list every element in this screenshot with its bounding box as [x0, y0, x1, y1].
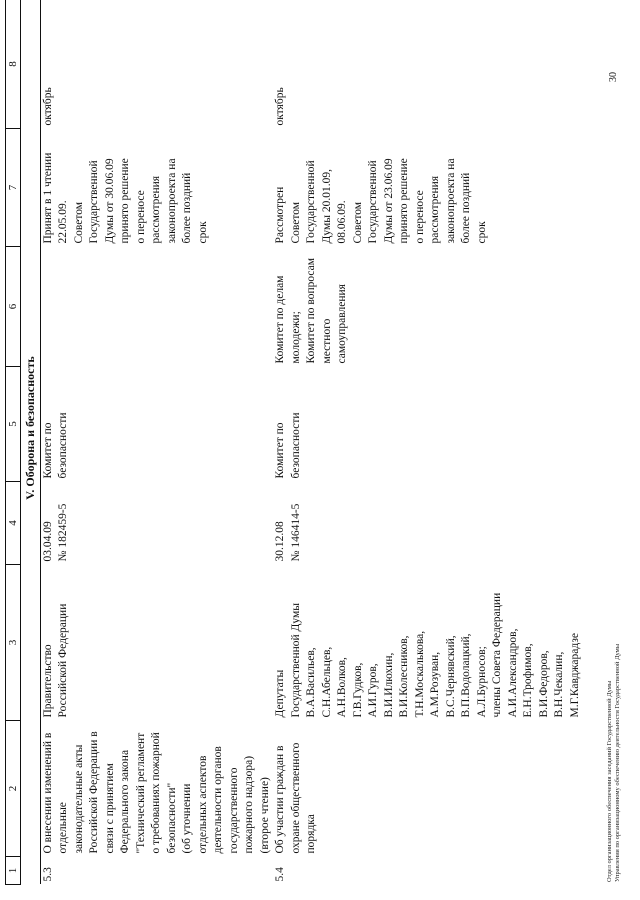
- column-number: 6: [6, 247, 21, 367]
- bill-title-cell: О внесении изменений в отдельные законодательные акты Российской Федерации в связи с принятием Федерального закона "Технический регламент о требованиях пожарной безопасности" (об уточнении отдельных аспектов деятельности органов государственного пожарного надзора) (второе чтение): [41, 731, 271, 854]
- page-footer: [606, 644, 622, 882]
- column-number: 4: [6, 482, 21, 565]
- column-number: 8: [6, 0, 21, 129]
- column-number: 2: [6, 721, 21, 857]
- column-number: 1: [6, 857, 21, 885]
- section-row: [21, 0, 41, 885]
- status-cell: Рассмотрен Советом Государственной Думы 20.01.09, 08.06.09. Советом Государственной Думы от 23.06.09 принято решение о переносе рассмотрения законопроекта на более поздний срок: [274, 158, 488, 244]
- footer-line: Отдел организационного обеспечения заседаний Государственной Думы: [606, 680, 613, 882]
- author-cell: Депутаты Государственной Думы В.А.Васильев, С.Н.Абельцев, А.Н.Волков, Г.В.Гудков, А.И.Гуров, В.И.Илюхин, В.И.Колесников, Т.Н.Москалькова, А.М.Розуван, В.С.Чернявский, В.П.Водолацкий, А.Л.Бурносов; члены Совета Федерации А.И.Александров, Е.Н.Трофимов, В.И.Федоров, В.Н.Чекалин, М.Г.Кавджарадзе: [274, 592, 581, 718]
- table-row: [40, 0, 273, 885]
- co-committee-cell: Комитет по делам молодежи; Комитет по вопросам местного самоуправления: [274, 257, 348, 364]
- column-number: 3: [6, 565, 21, 721]
- row-number: 5.3: [41, 867, 54, 882]
- column-number: 7: [6, 129, 21, 247]
- status-cell: Принят в 1 чтении 22.05.09. Советом Государственной Думы от 30.06.09 принято решение о переносе рассмотрения законопроекта на более поздний срок: [41, 152, 209, 244]
- committee-cell: Комитет по безопасности: [41, 412, 69, 479]
- committee-cell: Комитет по безопасности: [274, 412, 302, 479]
- month-cell: октябрь: [41, 87, 54, 126]
- month-cell: октябрь: [274, 87, 286, 126]
- bill-title-cell: Об участии граждан в охране общественного порядка: [274, 742, 317, 854]
- registration-cell: 30.12.08 № 146414-5: [274, 503, 302, 562]
- column-number-row: [6, 0, 21, 885]
- column-number: 5: [6, 367, 21, 482]
- page-number: 30: [608, 72, 619, 82]
- registration-cell: 03.04.09 № 182459-5: [41, 503, 69, 562]
- section-title: V. Оборона и безопасность: [21, 0, 41, 857]
- table-row: [273, 0, 583, 885]
- row-number: 5.4: [274, 867, 286, 882]
- author-cell: Правительство Российской Федерации: [41, 603, 69, 718]
- bill-table: [5, 0, 583, 885]
- footer-line: Управления по организационному обеспечению деятельности Государственной Думы: [614, 643, 621, 882]
- co-committee-cell: [40, 247, 273, 367]
